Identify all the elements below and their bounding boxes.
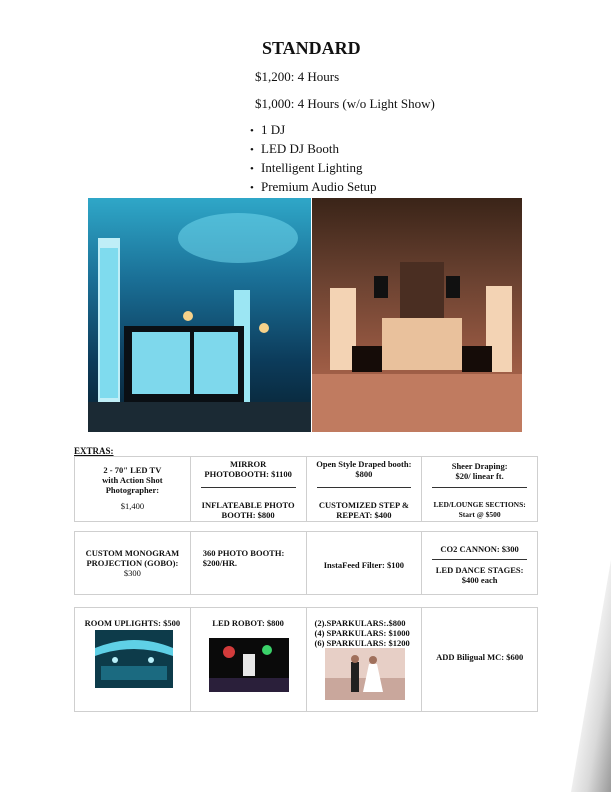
co2-cannon: CO2 CANNON: $300 [440,544,519,554]
step-and-repeat: CUSTOMIZED STEP & REPEAT: $400 [318,500,409,520]
led-dance-stages: LED DANCE STAGES: $400 each [435,565,524,585]
instafeed-filter: InstaFeed Filter: $100 [323,560,404,570]
sparkulars-cell [307,608,423,711]
inflatable-photobooth: INFLATEABLE PHOTO BOOTH: $800 [201,500,295,520]
instafeed-cell [307,532,423,594]
sparkulars-photo [325,648,405,700]
uplights-photo [95,630,173,688]
co2-cell [422,532,537,594]
feature-list [250,121,377,197]
photo-360-cell [191,532,307,594]
led-tv-title: 2 - 70" LED TV with Action Shot Photographer: [102,465,163,495]
white-dj-booth-photo [312,198,522,432]
room-uplights: ROOM UPLIGHTS: $500 [84,618,181,628]
price-4-hours: $1,200: 4 Hours [255,69,340,84]
uplights-cell [75,608,191,711]
sparkulars-2: (2).SPARKULARS:.$800 [314,618,406,628]
page-curl [571,560,611,792]
led-lounge-sections: LED/LOUNGE SECTIONS: Start @ $500 [433,500,526,519]
divider [317,487,412,488]
feature-item: • Intelligent Lighting [250,159,377,178]
divider [201,487,296,488]
blue-dj-booth-photo [88,198,311,432]
monogram-price: $300 [123,568,141,578]
setup-photos [88,198,522,432]
sparkulars-4: (4) SPARKULARS: $1000 [314,628,410,638]
monogram-cell [75,532,191,594]
robot-cell [191,608,307,711]
open-style-booth: Open Style Draped booth: $800 [316,459,412,479]
bilingual-mc: ADD Biligual MC: $600 [436,652,524,662]
extras-row-2 [74,531,538,595]
divider [432,559,527,560]
led-tv-price: $1,400 [120,501,145,511]
feature-item: • Premium Audio Setup [250,178,377,197]
mc-cell [422,608,537,711]
monogram-title: CUSTOM MONOGRAM PROJECTION (GOBO): [85,548,180,568]
led-robot-photo [209,638,289,692]
page-title: STANDARD [262,38,361,58]
photo-360-booth: 360 PHOTO BOOTH: $200/HR. [202,548,285,568]
feature-item: • 1 DJ [250,121,377,140]
sparkulars-6: (6) SPARKULARS: $1200 [314,638,410,648]
extras-heading: EXTRAS: [74,446,114,456]
extras-row-1 [74,456,538,522]
price-4-hours-no-light-show: $1,000: 4 Hours (w/o Light Show) [255,96,435,111]
sheer-draping: Sheer Draping: $20/ linear ft. [451,461,508,481]
photobooth-cell [191,457,307,521]
feature-item: • LED DJ Booth [250,140,377,159]
divider [432,487,527,488]
led-tv-cell [75,457,191,521]
mirror-photobooth: MIRROR PHOTOBOOTH: $1100 [204,459,292,479]
led-robot: LED ROBOT: $800 [212,618,284,628]
draped-booth-cell [307,457,423,521]
extras-row-3 [74,607,538,712]
draping-cell [422,457,537,521]
